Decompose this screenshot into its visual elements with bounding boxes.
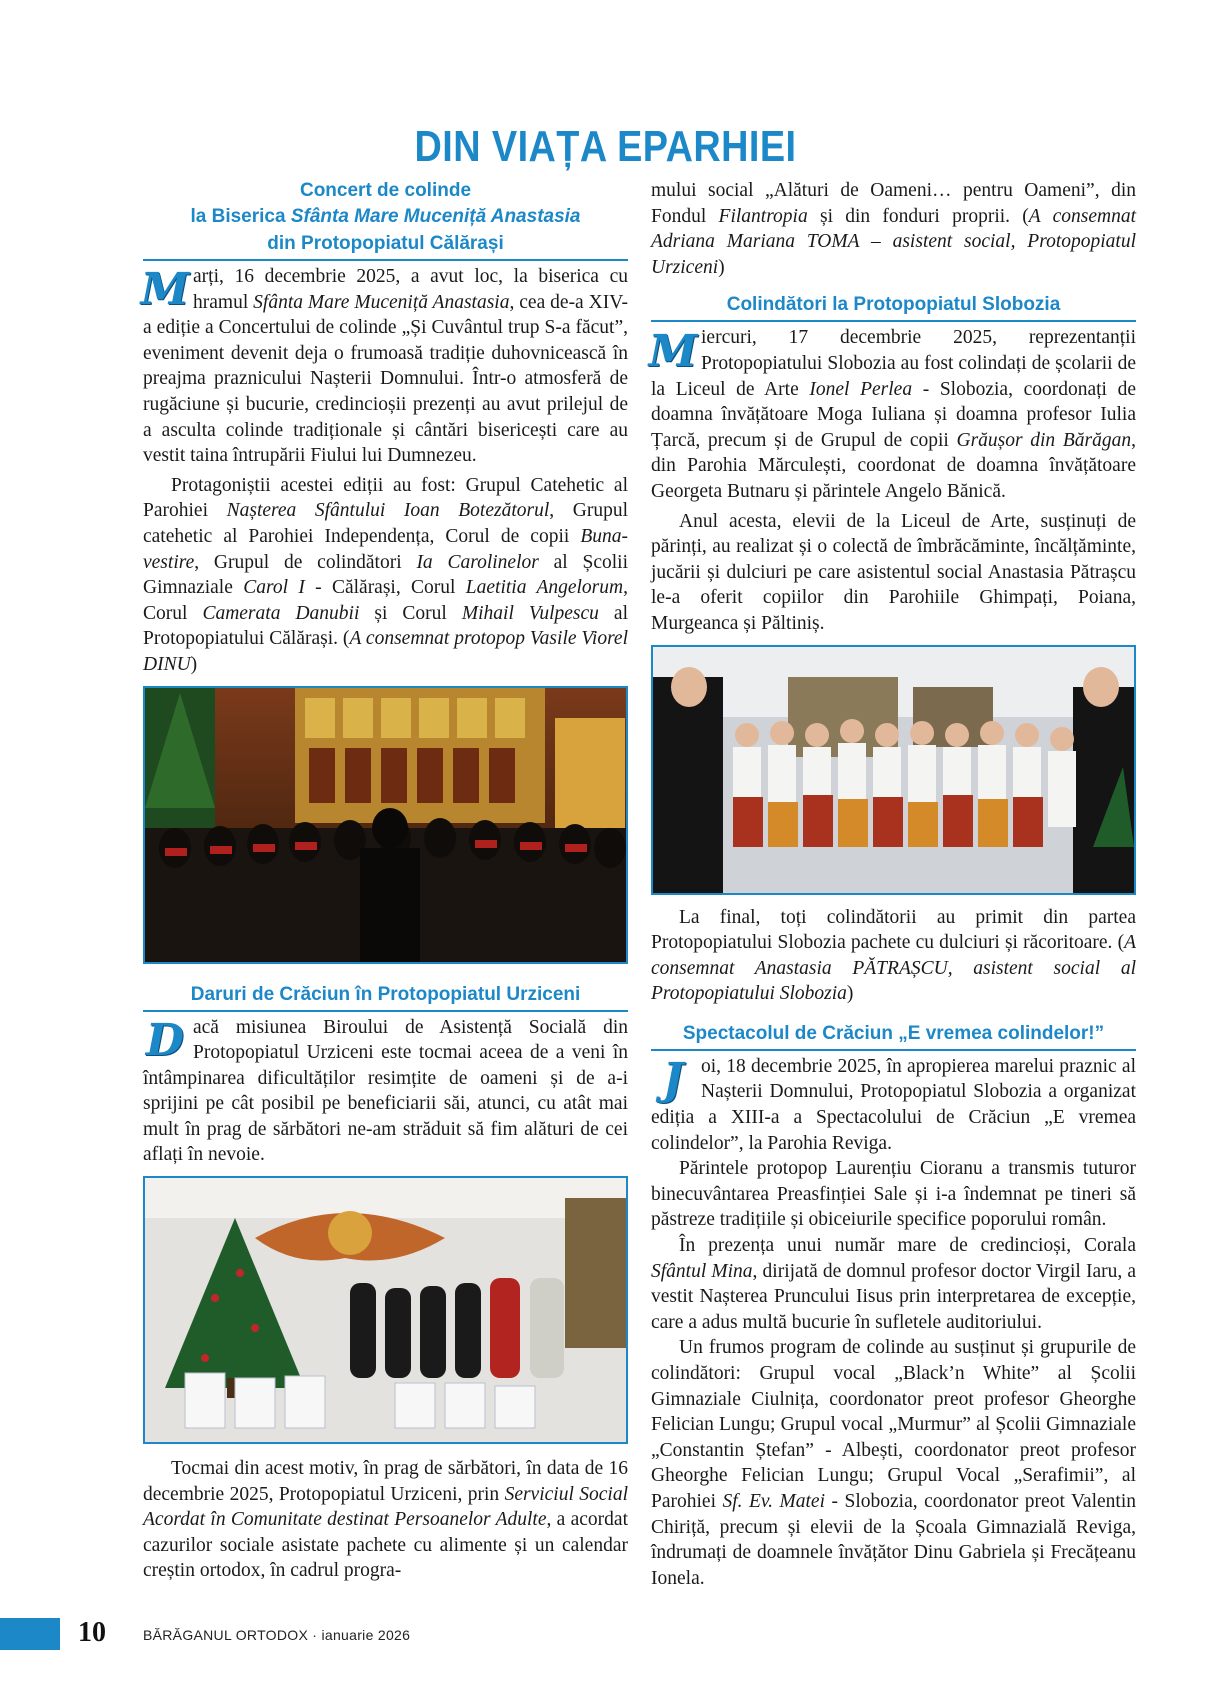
article-paragraph: Marți, 16 decembrie 2025, a avut loc, la biserica cu hramul Sfânta Mare Muceniță Anastasia, cea de-a XIV-a ediție a Concertului de colinde „Și Cuvântul trup S-a făcut”, eveniment devenit deja o frumoasă tradiție duhovnicească în preajma praznicului Nașterii Domnului. Într-o atmosferă de rugăciune și bucurie, credincioșii prezenți au avut prilejul de a asculta colinde tradiționale și cântări bisericești care au vestit taina întrupării Fiului lui Dumnezeu. (140, 264, 628, 467)
article-paragraph: La final, toți colindătorii au primit din partea Protopopiatului Slobozia pachete cu dulciuri și răcoritoare. (A consemnat Anastasia PĂTRAȘCU, asistent social al Protopopiatului Slobozia) (651, 906, 1136, 1005)
article-paragraph: Dacă misiunea Biroului de Asistență Socială din Protopopiatul Urziceni este tocmai aceea de a veni în întâmpinarea dificultăților resimțite de oameni și de a-i sprijini pe cât posibil pe beneficiarii săi, atunci, cu atât mai mult în prag de sărbători ne-am străduit să fim alături de cei aflați în nevoie. (143, 1014, 628, 1166)
article-title-slobozia: Colindători la Protopopiatul Slobozia (651, 292, 1136, 322)
article-paragraph: Protagoniștii acestei ediții au fost: Grupul Catehetic al Parohiei Nașterea Sfântului Ioan Botezătorul, Grupul catehetic al Parohiei Independența, Corul de copii Buna-vestire, Grupul de colindători Ia Carolinelor al Școlii Gimnaziale Carol I - Călărași, Corul Laetitia Angelorum, Corul Camerata Danubii și Corul Mihail Vulpescu al Protopopiatului Călărași. (A consemnat protopop Vasile Viorel DINU) (143, 474, 629, 675)
article-title-spectacol: Spectacolul de Crăciun „E vremea colindelor!” (651, 1021, 1136, 1051)
title-line-1: Concert de colinde (299, 180, 472, 201)
article-paragraph: Părintele protopop Laurențiu Cioranu a transmis tuturor binecuvântarea Preasfinției Sale și i-a îndemnat pe tineri să păstreze tradițiile și obiceiurile specifice poporului român. (651, 1158, 1136, 1231)
gift-donation-photo (143, 1176, 628, 1444)
page-header-title: DIN VIAȚA EPARHIEI (414, 122, 797, 171)
article-paragraph: Miercuri, 17 decembrie 2025, reprezentanții Protopopiatului Slobozia au fost colindați de școlarii de la Liceul de Arte Ionel Perlea - Slobozia, coordonați de doamna învățătoare Moga Iuliana și doamna profesor Iulia Țarcă, precum și de Grupul de copii Grăușor din Bărăgan, din Parohia Mărculești, coordonat de doamna învățătoare Georgeta Butnaru și părintele Angelo Bănică. (648, 325, 1137, 502)
article-title-concert (143, 178, 628, 261)
drop-cap: D (145, 1014, 185, 1066)
article-paragraph: În prezența unui număr mare de credincioși, Corala Sfântul Mina, dirijată de domnul profesor doctor Virgil Iaru, a vestit Nașterea Pruncului Iisus prin interpretarea de excepție, care a adus multă bucurie în sufletele auditoriului. (651, 1235, 1136, 1333)
choir-church-photo (143, 686, 628, 964)
article-title-urziceni: Daruri de Crăciun în Protopopiatul Urziceni (143, 982, 628, 1012)
article-paragraph: Tocmai din acest motiv, în prag de sărbători, în data de 16 decembrie 2025, Protopopiatul Urziceni, prin Serviciul Social Acordat în Comunitate destinat Persoanelor Adulte, a acordat cazurilor sociale asistate pachete cu alimente și un calendar creștin ortodox, în cadrul progra- (143, 1458, 628, 1582)
carolers-group-illustration (653, 647, 1134, 893)
title-line-3: din Protopopiatul Călărași (143, 231, 628, 261)
title-line-2: la Biserica Sfânta Mare Muceniță Anastasia (190, 206, 581, 227)
right-column (648, 178, 1137, 1591)
gift-donation-illustration (145, 1178, 626, 1442)
article-paragraph-continued: mului social „Alături de Oameni… pentru Oameni”, din Fondul Filantropia și din fonduri proprii. (A consemnat Adriana Mariana TOMA – asistent social, Protopopiatul Urziceni) (651, 180, 1136, 278)
carolers-group-photo (651, 645, 1136, 895)
article-paragraph: Anul acesta, elevii de la Liceul de Arte, susținuți de părinți, au realizat și o colectă de îmbrăcăminte, încălțăminte, jucării și dulciuri pe care asistentul social Anastasia Pătrașcu le-a oferit copiilor din Parohiile Ghimpați, Poiana, Murgeanca și Păltiniș. (651, 510, 1136, 634)
left-column (140, 178, 629, 1584)
article-paragraph: Joi, 18 decembrie 2025, în apropierea marelui praznic al Nașterii Domnului, Protopopiatul Slobozia a organizat ediția a XIII-a a Spectacolului de Crăciun „E vremea colindelor”, la Parohia Reviga. (651, 1054, 1136, 1154)
drop-cap: M (140, 264, 190, 316)
footer-accent-bar (0, 1618, 60, 1650)
choir-church-illustration (145, 688, 626, 962)
footer-publication: BĂRĂGANUL ORTODOX · ianuarie 2026 (143, 1627, 411, 1643)
page-number: 10 (78, 1617, 106, 1648)
drop-cap: J (662, 1054, 684, 1106)
article-paragraph: Un frumos program de colinde au susținut și grupurile de colindători: Grupul vocal „Black’n White” al Școlii Gimnaziale Ciulnița, coordonator preot profesor Gheorghe Felician Lungu; Grupul vocal „Murmur” al Școlii Gimnaziale „Constantin Ștefan” - Albești, coordonator preot profesor Gheorghe Felician Lungu; Grupul Vocal „Serafimii”, al Parohiei Sf. Ev. Matei - Slobozia, coordonator preot Valentin Chiriță, precum și elevii de la Școala Gimnazială Reviga, îndrumați de doamnele învățător Dinu Gabriela și Frecățeanu Ionela. (651, 1337, 1136, 1589)
drop-cap: M (648, 325, 698, 377)
